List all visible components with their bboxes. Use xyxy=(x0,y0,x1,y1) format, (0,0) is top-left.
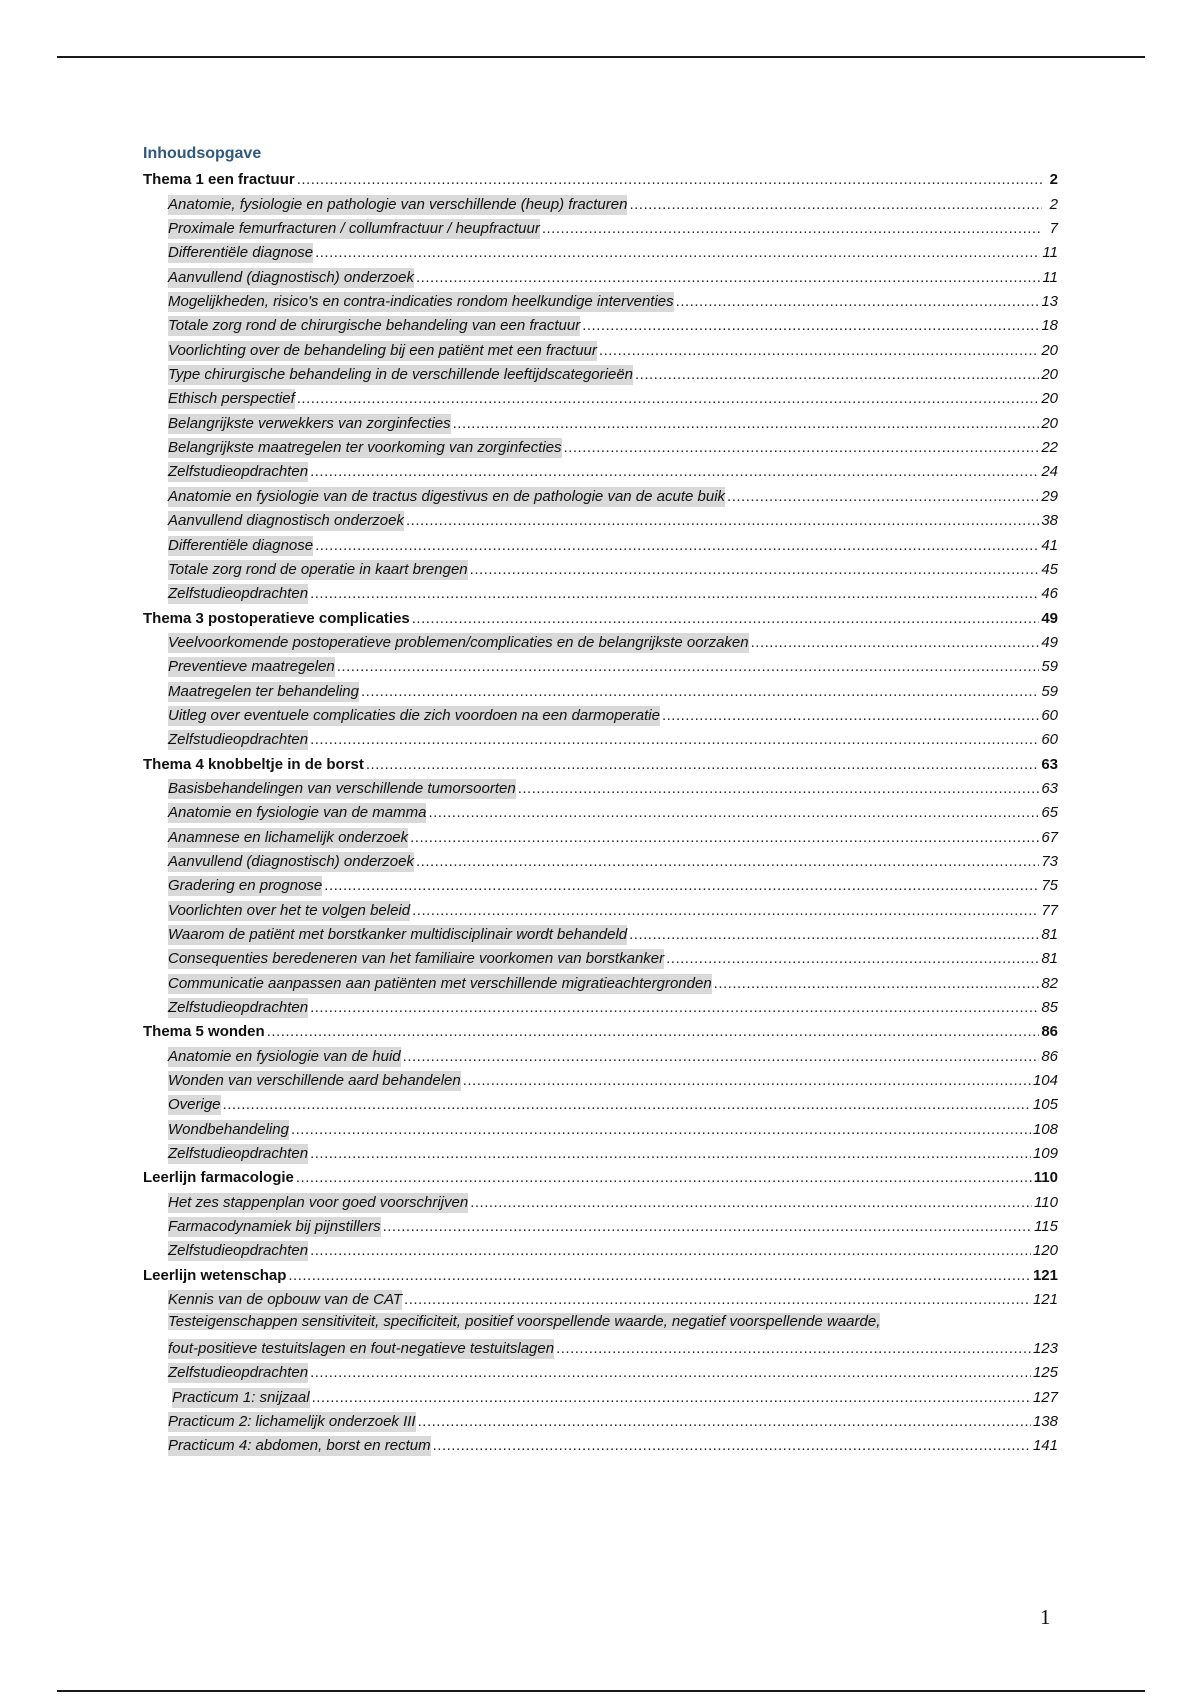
toc-page-number: 20 xyxy=(1041,366,1058,384)
toc-leader-dots xyxy=(470,560,1040,580)
toc-entry[interactable] xyxy=(143,336,1058,360)
toc-entry-label: Mogelijkheden, risico's en contra-indicaties rondom heelkundige interventies xyxy=(168,293,674,311)
toc-entry[interactable] xyxy=(143,556,1058,580)
toc-entry-label: Proximale femurfracturen / collumfractuur / heupfractuur xyxy=(168,220,540,238)
toc-entry-label: Differentiële diagnose xyxy=(168,244,314,262)
toc-entry-label: Zelfstudieopdrachten xyxy=(168,999,309,1017)
toc-page-number: 29 xyxy=(1041,487,1058,505)
toc-leader-dots xyxy=(310,462,1039,482)
toc-leader-dots xyxy=(310,1144,1031,1164)
toc-page-number: 22 xyxy=(1041,439,1058,457)
toc-entry[interactable] xyxy=(143,1067,1058,1091)
toc-entry-label: Voorlichten over het te volgen beleid xyxy=(168,901,411,919)
toc-leader-dots xyxy=(310,584,1039,604)
toc-leader-dots xyxy=(518,779,1040,799)
toc-entry-label: Zelfstudieopdrachten xyxy=(168,1364,309,1382)
toc-entry-label: Totale zorg rond de operatie in kaart brengen xyxy=(168,560,468,578)
toc-entry[interactable] xyxy=(143,580,1058,604)
toc-entry-label: Voorlichting over de behandeling bij een patiënt met een fractuur xyxy=(168,341,597,359)
toc-leader-dots xyxy=(310,1241,1031,1261)
toc-entry[interactable] xyxy=(143,361,1058,385)
toc-entry-label: Uitleg over eventuele complicaties die zich voordoen na een darmoperatie xyxy=(168,706,660,724)
toc-page-number: 60 xyxy=(1041,706,1058,724)
toc-entry[interactable] xyxy=(143,1188,1058,1212)
toc-page-number: 63 xyxy=(1041,779,1058,797)
toc-entry-label: Kennis van de opbouw van de CAT xyxy=(168,1291,403,1309)
toc-entry[interactable] xyxy=(143,677,1058,701)
toc-page-number: 67 xyxy=(1041,828,1058,846)
toc-leader-dots xyxy=(542,219,1042,239)
toc-page-number: 81 xyxy=(1041,926,1058,943)
toc-leader-dots xyxy=(310,998,1039,1018)
toc-leader-dots xyxy=(361,682,1039,702)
toc-page-number: 127 xyxy=(1032,1388,1058,1406)
toc-entry[interactable] xyxy=(143,726,1058,750)
toc-section[interactable] xyxy=(143,604,1058,628)
toc-entry[interactable] xyxy=(143,629,1058,653)
toc-entry-label: Totale zorg rond de chirurgische behandeling van een fractuur xyxy=(168,317,581,335)
toc-page-number: 105 xyxy=(1032,1096,1058,1114)
toc-entry-label: Practicum 2: lichamelijk onderzoek III xyxy=(168,1412,416,1430)
toc-entry[interactable] xyxy=(143,409,1058,433)
toc-entry[interactable] xyxy=(143,263,1058,287)
table-of-contents xyxy=(143,142,1058,1456)
toc-entry-label: Leerlijn wetenschap xyxy=(143,1266,287,1284)
toc-entry[interactable] xyxy=(143,969,1058,993)
toc-leader-dots xyxy=(662,706,1039,726)
toc-entry[interactable] xyxy=(143,531,1058,555)
toc-page-number: 18 xyxy=(1041,317,1058,335)
toc-entry-label: Aanvullend (diagnostisch) onderzoek xyxy=(168,268,414,286)
toc-entry[interactable] xyxy=(143,434,1058,458)
toc-page-number: 73 xyxy=(1041,852,1058,870)
toc-entry-label: Zelfstudieopdrachten xyxy=(168,585,309,603)
toc-entry-label: Consequenties beredeneren van het familiaire voorkomen van borstkanker xyxy=(168,950,665,968)
toc-leader-dots xyxy=(383,1217,1033,1237)
toc-leader-dots xyxy=(315,536,1039,556)
toc-entry[interactable] xyxy=(143,288,1058,312)
toc-page-number: 86 xyxy=(1041,1023,1058,1041)
toc-entry[interactable] xyxy=(143,945,1058,969)
toc-page-number: 11 xyxy=(1042,244,1058,262)
toc-entry[interactable] xyxy=(143,1042,1058,1066)
toc-page-number: 11 xyxy=(1042,268,1058,286)
toc-entry-label: fout-positieve testuitslagen en fout-negatieve testuitslagen xyxy=(168,1339,555,1357)
toc-leader-dots xyxy=(267,1022,1040,1042)
toc-section[interactable] xyxy=(143,166,1058,190)
toc-leader-dots xyxy=(727,487,1039,507)
toc-entry-label: Zelfstudieopdrachten xyxy=(168,1145,309,1163)
toc-page-number: 82 xyxy=(1041,974,1058,992)
toc-entry-label: Anatomie, fysiologie en pathologie van verschillende (heup) fracturen xyxy=(168,195,628,213)
toc-page-number: 59 xyxy=(1041,658,1058,676)
toc-page-number: 49 xyxy=(1041,609,1058,627)
toc-page-number: 108 xyxy=(1032,1120,1058,1138)
toc-leader-dots xyxy=(337,657,1040,677)
toc-entry-label: Thema 5 wonden xyxy=(143,1023,265,1041)
toc-page-number: 7 xyxy=(1049,220,1058,238)
toc-page-number: 120 xyxy=(1032,1242,1058,1260)
toc-leader-dots xyxy=(296,1168,1032,1188)
toc-page-number: 86 xyxy=(1041,1047,1058,1065)
toc-entry[interactable] xyxy=(143,1310,1058,1334)
toc-entry-label: Thema 1 een fractuur xyxy=(143,171,295,189)
toc-entry-label: Anatomie en fysiologie van de huid xyxy=(168,1047,401,1065)
toc-leader-dots xyxy=(564,438,1040,458)
toc-entry[interactable] xyxy=(143,1091,1058,1115)
toc-entry-label: Overige xyxy=(168,1096,221,1114)
toc-leader-dots xyxy=(433,1436,1031,1456)
toc-entry[interactable] xyxy=(143,702,1058,726)
toc-page-number: 63 xyxy=(1041,755,1058,773)
toc-entry-label: Preventieve maatregelen xyxy=(168,658,335,676)
toc-leader-dots xyxy=(453,414,1040,434)
toc-page-number: 24 xyxy=(1041,463,1058,481)
toc-entry-label: Thema 4 knobbeltje in de borst xyxy=(143,755,364,773)
toc-page-number: 123 xyxy=(1032,1339,1058,1357)
toc-page-number: 115 xyxy=(1034,1218,1058,1236)
toc-entry-label: Wondbehandeling xyxy=(168,1120,289,1138)
toc-leader-dots xyxy=(416,852,1039,872)
toc-leader-dots xyxy=(751,633,1040,653)
toc-entry[interactable] xyxy=(143,190,1058,214)
toc-entry-label: Type chirurgische behandeling in de verschillende leeftijdscategorieën xyxy=(168,366,634,384)
toc-entry[interactable] xyxy=(143,385,1058,409)
toc-leader-dots xyxy=(629,195,1042,215)
toc-leader-dots xyxy=(418,1412,1031,1432)
page-number: 1 xyxy=(1040,1605,1051,1629)
toc-entry-label: Belangrijkste maatregelen ter voorkoming van zorginfecties xyxy=(168,439,562,457)
toc-entry[interactable] xyxy=(143,507,1058,531)
toc-leader-dots xyxy=(310,730,1039,750)
footer-rule xyxy=(57,1690,1145,1692)
toc-entries xyxy=(143,166,1058,1456)
toc-entry-label: Veelvoorkomende postoperatieve problemen/complicaties en de belangrijkste oorzaken xyxy=(168,633,749,651)
toc-entry-label: Ethisch perspectief xyxy=(168,390,295,408)
header-rule xyxy=(57,56,1145,58)
toc-page-number: 59 xyxy=(1041,682,1058,700)
toc-page-number: 141 xyxy=(1032,1437,1058,1455)
toc-leader-dots xyxy=(714,974,1040,994)
toc-page-number: 41 xyxy=(1041,536,1058,554)
toc-leader-dots xyxy=(556,1339,1031,1359)
toc-entry[interactable] xyxy=(143,1335,1058,1359)
toc-leader-dots xyxy=(297,170,1042,190)
toc-page-number: 60 xyxy=(1041,731,1058,749)
toc-entry-label: Anatomie en fysiologie van de tractus digestivus en de pathologie van de acute buik xyxy=(168,487,726,505)
toc-leader-dots xyxy=(324,876,1039,896)
toc-section[interactable] xyxy=(143,750,1058,774)
toc-page-number: 104 xyxy=(1032,1072,1058,1090)
toc-entry[interactable] xyxy=(143,823,1058,847)
toc-entry[interactable] xyxy=(143,848,1058,872)
toc-leader-dots xyxy=(470,1193,1032,1213)
toc-entry[interactable] xyxy=(143,1408,1058,1432)
toc-entry-label: Anatomie en fysiologie van de mamma xyxy=(168,804,427,822)
toc-entry[interactable] xyxy=(143,921,1058,945)
toc-page-number: 20 xyxy=(1041,390,1058,408)
toc-leader-dots xyxy=(223,1095,1031,1115)
toc-leader-dots xyxy=(312,1388,1031,1408)
toc-page-number: 2 xyxy=(1049,171,1058,189)
toc-entry-label: Anamnese en lichamelijk onderzoek xyxy=(168,828,409,846)
toc-leader-dots xyxy=(288,1266,1031,1286)
toc-page-number: 65 xyxy=(1041,804,1058,822)
toc-entry-label: Thema 3 postoperatieve complicaties xyxy=(143,609,410,627)
toc-entry-label: Zelfstudieopdrachten xyxy=(168,463,309,481)
toc-entry-label: Practicum 4: abdomen, borst en rectum xyxy=(168,1437,431,1455)
toc-leader-dots xyxy=(582,316,1039,336)
toc-entry-label: Testeigenschappen sensitiviteit, specificiteit, positief voorspellende waarde, negatief voorspellende waarde, xyxy=(168,1313,881,1331)
toc-page-number: 20 xyxy=(1041,341,1058,359)
toc-leader-dots xyxy=(410,828,1039,848)
toc-entry-label: Wonden van verschillende aard behandelen xyxy=(168,1072,461,1090)
toc-page-number: 46 xyxy=(1041,585,1058,603)
toc-page-number: 110 xyxy=(1034,1193,1058,1211)
toc-leader-dots xyxy=(676,292,1040,312)
toc-page-number: 77 xyxy=(1041,901,1058,919)
toc-entry-label: Differentiële diagnose xyxy=(168,536,314,554)
toc-entry-label: Het zes stappenplan voor goed voorschrijven xyxy=(168,1193,469,1211)
toc-leader-dots xyxy=(412,901,1039,921)
toc-page-number: 38 xyxy=(1041,512,1058,530)
toc-entry[interactable] xyxy=(143,1237,1058,1261)
toc-leader-dots xyxy=(366,755,1039,775)
toc-entry-label: Aanvullend diagnostisch onderzoek xyxy=(168,512,404,530)
toc-leader-dots xyxy=(406,511,1039,531)
toc-entry[interactable] xyxy=(143,1140,1058,1164)
toc-section[interactable] xyxy=(143,1018,1058,1042)
toc-entry-label: Communicatie aanpassen aan patiënten met verschillende migratieachtergronden xyxy=(168,974,712,992)
toc-leader-dots xyxy=(629,925,1039,945)
toc-entry[interactable] xyxy=(143,799,1058,823)
toc-entry[interactable] xyxy=(143,458,1058,482)
toc-entry-label: Aanvullend (diagnostisch) onderzoek xyxy=(168,852,414,870)
toc-page-number: 81 xyxy=(1041,950,1058,968)
toc-entry[interactable] xyxy=(143,1213,1058,1237)
toc-page-number: 75 xyxy=(1041,877,1058,895)
toc-entry[interactable] xyxy=(143,215,1058,239)
toc-leader-dots xyxy=(599,341,1039,361)
toc-page-number: 20 xyxy=(1041,414,1058,432)
toc-page-number: 2 xyxy=(1049,195,1058,213)
toc-entry-label: Waarom de patiënt met borstkanker multidisciplinair wordt behandeld xyxy=(168,926,628,943)
toc-entry[interactable] xyxy=(143,1115,1058,1139)
toc-page-number: 13 xyxy=(1041,293,1058,311)
toc-entry[interactable] xyxy=(143,239,1058,263)
toc-entry[interactable] xyxy=(143,775,1058,799)
toc-page-number: 109 xyxy=(1032,1145,1058,1163)
toc-entry-label: Maatregelen ter behandeling xyxy=(168,682,359,700)
toc-leader-dots xyxy=(404,1290,1031,1310)
toc-page-number: 110 xyxy=(1033,1169,1058,1187)
toc-page-number: 121 xyxy=(1032,1291,1058,1309)
toc-entry[interactable] xyxy=(143,1359,1058,1383)
toc-entry[interactable] xyxy=(143,994,1058,1018)
toc-entry-label: Zelfstudieopdrachten xyxy=(168,1242,309,1260)
toc-entry-label: Leerlijn farmacologie xyxy=(143,1169,294,1187)
toc-leader-dots xyxy=(297,389,1040,409)
toc-entry-label: Belangrijkste verwekkers van zorginfecties xyxy=(168,414,451,432)
toc-page-number: 125 xyxy=(1032,1364,1058,1382)
toc-leader-dots xyxy=(315,243,1040,263)
toc-leader-dots xyxy=(666,949,1039,969)
toc-leader-dots xyxy=(463,1071,1031,1091)
toc-entry[interactable] xyxy=(143,312,1058,336)
toc-leader-dots xyxy=(635,365,1039,385)
toc-entry[interactable] xyxy=(143,1432,1058,1456)
toc-leader-dots xyxy=(416,268,1040,288)
toc-page-number: 138 xyxy=(1032,1412,1058,1430)
toc-section[interactable] xyxy=(143,1164,1058,1188)
toc-section[interactable] xyxy=(143,1261,1058,1285)
toc-entry-label: Zelfstudieopdrachten xyxy=(168,731,309,749)
toc-heading: Inhoudsopgave xyxy=(143,145,262,162)
toc-leader-dots xyxy=(310,1363,1031,1383)
toc-page-number: 121 xyxy=(1032,1266,1058,1284)
toc-entry[interactable] xyxy=(143,1286,1058,1310)
toc-entry[interactable] xyxy=(143,896,1058,920)
toc-entry-label: Gradering en prognose xyxy=(168,877,323,895)
toc-entry[interactable] xyxy=(143,872,1058,896)
toc-page-number: 49 xyxy=(1041,633,1058,651)
toc-leader-dots xyxy=(291,1120,1031,1140)
toc-entry[interactable] xyxy=(143,482,1058,506)
toc-leader-dots xyxy=(403,1047,1040,1067)
toc-entry-label: Basisbehandelingen van verschillende tumorsoorten xyxy=(168,779,516,797)
toc-leader-dots xyxy=(428,803,1039,823)
toc-entry[interactable] xyxy=(143,1383,1058,1407)
toc-leader-dots xyxy=(412,609,1040,629)
toc-entry-label: Practicum 1: snijzaal xyxy=(172,1388,310,1406)
toc-page-number: 45 xyxy=(1041,560,1058,578)
toc-entry[interactable] xyxy=(143,653,1058,677)
toc-page-number: 85 xyxy=(1041,999,1058,1017)
toc-entry-label: Farmacodynamiek bij pijnstillers xyxy=(168,1218,381,1236)
